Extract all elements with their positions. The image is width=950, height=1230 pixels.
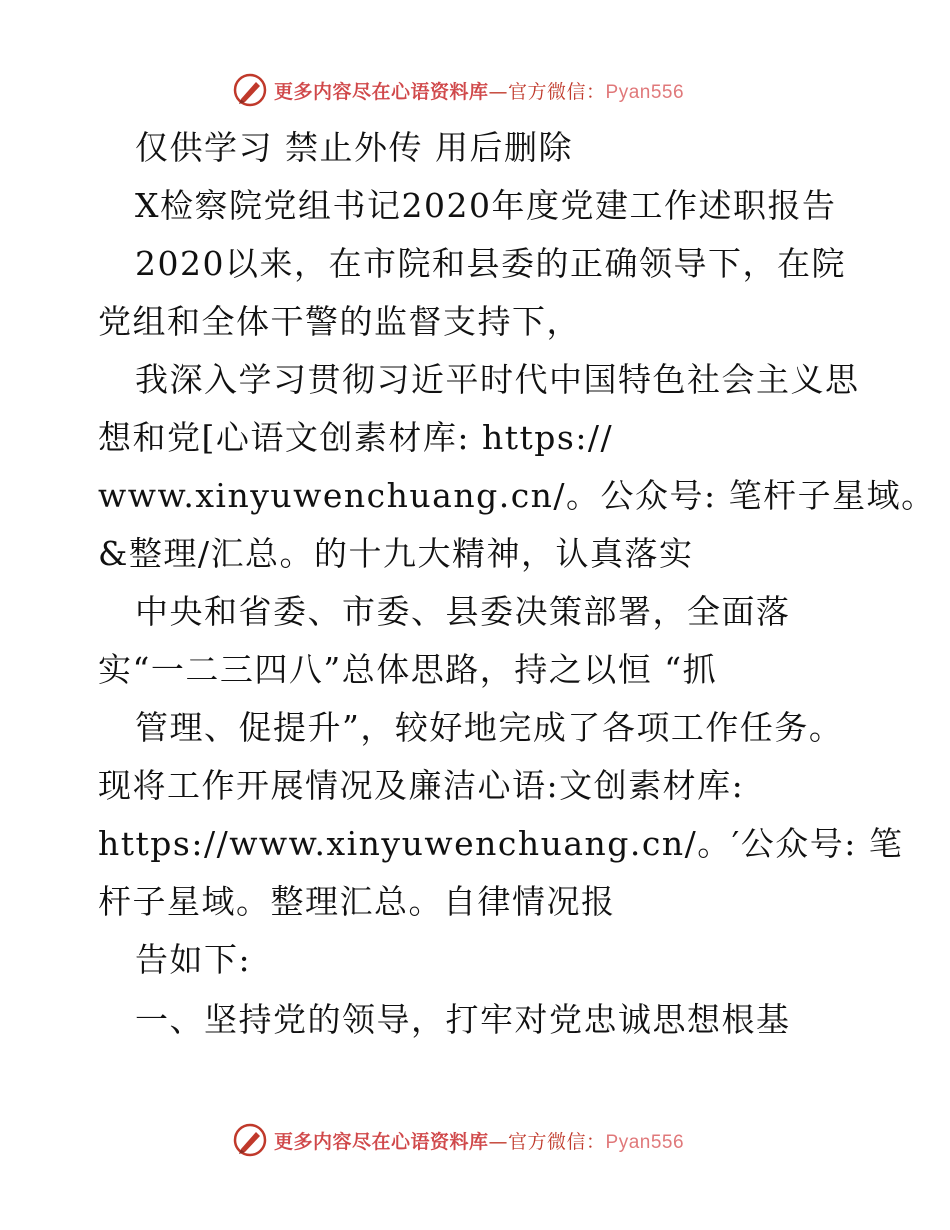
watermark-footer — [232, 1122, 684, 1158]
body-line: 杆子星域。整理汇总。自律情况报 — [98, 882, 616, 921]
body-line: www.xinyuwenchuang.cn/。公众号: 笔杆子星域。 — [98, 476, 936, 515]
section-heading: 一、坚持党的领导，打牢对党忠诚思想根基 — [135, 1000, 791, 1039]
body-line: 实“一二三四八”总体思路，持之以恒 “抓 — [98, 650, 718, 689]
watermark-official-label: 官方微信： — [508, 1130, 606, 1153]
body-line: 2020以来，在市院和县委的正确领导下，在院 — [135, 244, 846, 283]
document-title: X检察院党组书记2020年度党建工作述职报告 — [135, 186, 837, 225]
watermark-official-label: 官方微信： — [508, 80, 606, 103]
watermark-main-text: 更多内容尽在心语资料库 — [274, 80, 489, 103]
pen-logo-icon — [232, 1122, 268, 1158]
watermark-separator: — — [488, 1130, 509, 1153]
body-line: 告如下: — [135, 940, 252, 979]
watermark-text — [274, 1127, 684, 1154]
body-line: 现将工作开展情况及廉洁心语:文创素材库: — [98, 766, 745, 805]
pen-logo-icon — [232, 72, 268, 108]
watermark-text — [274, 77, 684, 104]
watermark-separator: — — [488, 80, 509, 103]
watermark-main-text: 更多内容尽在心语资料库 — [274, 1130, 489, 1153]
body-line: https://www.xinyuwenchuang.cn/。′公众号: 笔 — [98, 824, 904, 863]
watermark-wechat-id: Pyan556 — [605, 81, 685, 103]
body-line: 中央和省委、市委、县委决策部署，全面落 — [135, 592, 791, 631]
watermark-header — [232, 72, 684, 108]
body-line: &整理/汇总。的十九大精神，认真落实 — [98, 534, 694, 573]
body-line: 想和党[心语文创素材库: https:// — [98, 418, 614, 457]
body-line: 管理、促提升”，较好地完成了各项工作任务。 — [135, 708, 844, 747]
notice-line: 仅供学习 禁止外传 用后删除 — [135, 128, 573, 167]
body-line: 我深入学习贯彻习近平时代中国特色社会主义思 — [135, 360, 860, 399]
body-line: 党组和全体干警的监督支持下， — [98, 302, 581, 341]
watermark-wechat-id: Pyan556 — [605, 1131, 685, 1153]
